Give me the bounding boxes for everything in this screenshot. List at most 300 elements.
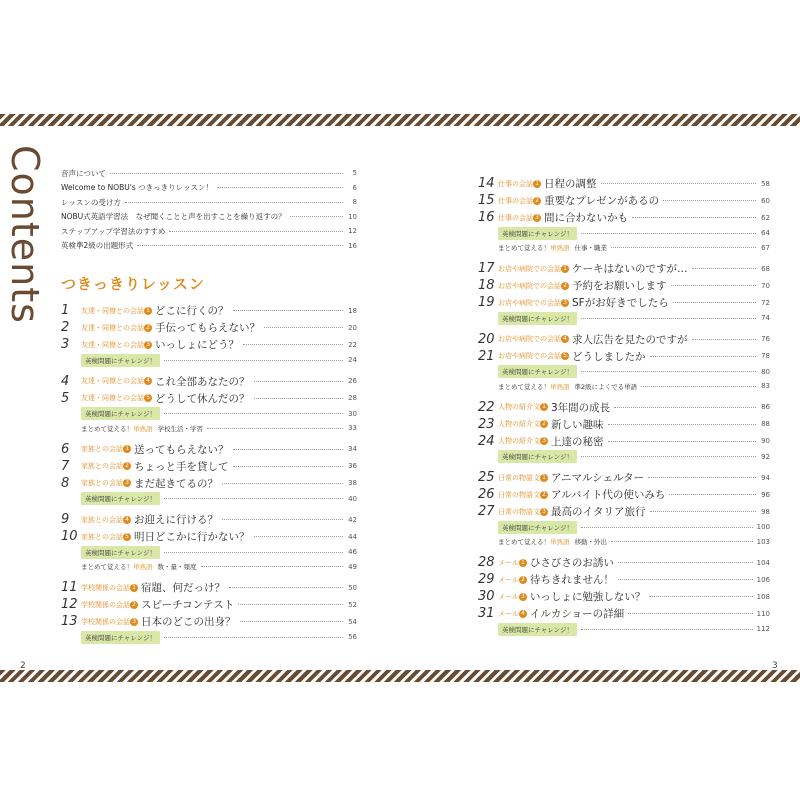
dot-leader: [611, 541, 753, 542]
lesson-category: [498, 592, 527, 602]
lesson-category: [81, 323, 152, 333]
dot-leader: [240, 621, 344, 622]
lesson-number: 7: [61, 458, 70, 474]
vocab-topic: 移動・外出: [574, 538, 607, 547]
challenge-badge: 英検問題にチャレンジ！: [81, 354, 160, 367]
challenge-badge: 英検問題にチャレンジ！: [498, 623, 577, 636]
lesson-category: [498, 419, 548, 429]
dot-leader: [264, 327, 343, 328]
challenge-row[interactable]: [478, 622, 770, 637]
lesson-category-text: お店や病院での会話: [498, 298, 561, 307]
intro-text: レッスンの受け方: [61, 197, 121, 207]
page-ref: 50: [348, 583, 357, 592]
lesson-category: [498, 609, 527, 619]
lesson-category-text: 家族との会話: [81, 515, 123, 524]
lesson-category: [498, 490, 548, 500]
lesson-category: [498, 264, 569, 274]
right-page-contents: [478, 175, 770, 637]
intro-row[interactable]: [61, 239, 357, 254]
lesson-index-circle: 1: [123, 445, 131, 453]
lesson-row[interactable]: [478, 503, 770, 520]
lesson-number: 11: [61, 580, 78, 595]
page-ref: 94: [761, 473, 770, 482]
lesson-number: 28: [478, 555, 495, 570]
lesson-category: [498, 575, 527, 585]
intro-row[interactable]: [61, 210, 357, 225]
lesson-category: [81, 617, 138, 627]
lesson-category-text: メール: [498, 592, 519, 601]
dot-leader: [650, 511, 757, 512]
lesson-row[interactable]: [61, 390, 357, 407]
dot-leader: [648, 477, 756, 478]
lesson-title: 最高のイタリア旅行: [551, 506, 646, 518]
page-ref: 6: [352, 183, 357, 192]
lesson-row[interactable]: [61, 336, 357, 353]
lesson-title: 上達の秘密: [551, 435, 604, 448]
lesson-category-text: 家族との会話: [81, 479, 123, 487]
lesson-number: 31: [478, 606, 495, 621]
lesson-index-circle: 3: [561, 299, 569, 307]
page-ref: 40: [348, 494, 357, 503]
challenge-badge: 英検問題にチャレンジ！: [81, 546, 160, 559]
lesson-category: [498, 558, 527, 568]
dot-leader: [125, 202, 343, 203]
page-number-right: 3: [772, 661, 778, 671]
dot-leader: [222, 519, 343, 520]
dot-leader: [254, 536, 344, 537]
challenge-row[interactable]: [61, 492, 357, 507]
dot-leader: [164, 360, 343, 361]
dot-leader: [632, 217, 756, 218]
vocab-topic: 数・量・頻度: [157, 563, 197, 572]
lesson-number: 4: [61, 373, 70, 389]
challenge-row[interactable]: [61, 630, 357, 645]
vocab-row[interactable]: [478, 241, 770, 256]
challenge-badge: 英検問題にチャレンジ！: [498, 450, 577, 463]
page-ref: 49: [348, 562, 357, 571]
challenge-row[interactable]: [61, 545, 357, 560]
lesson-category: [498, 436, 548, 446]
vocab-label: [498, 243, 570, 252]
vocab-topic: 学校生活・学習: [157, 424, 203, 433]
lesson-category-text: 日常の物語文: [498, 473, 540, 482]
vocab-row[interactable]: [478, 535, 770, 550]
lesson-index-circle: 5: [123, 533, 131, 541]
dot-leader: [628, 613, 752, 614]
lesson-row[interactable]: [61, 475, 357, 492]
lesson-index-circle: 3: [519, 593, 527, 601]
challenge-badge: 英検問題にチャレンジ！: [498, 365, 577, 378]
left-lesson-list: [61, 302, 357, 645]
lesson-number: 19: [478, 295, 495, 310]
lesson-category-text: お店や病院での会話: [498, 281, 561, 290]
lesson-number: 27: [478, 504, 495, 519]
challenge-badge: 英検問題にチャレンジ！: [81, 631, 160, 644]
lesson-index-circle: 2: [123, 462, 131, 470]
lesson-index-circle: 3: [533, 214, 541, 222]
vocab-label: [498, 382, 570, 391]
lesson-number: 9: [61, 512, 70, 527]
lesson-row[interactable]: [61, 613, 357, 630]
lesson-row[interactable]: [478, 209, 770, 226]
lesson-title: ひさびさのお誘い: [529, 557, 614, 569]
page-ref: 68: [761, 264, 770, 273]
lesson-row[interactable]: [61, 319, 357, 336]
lesson-category-text: 家族との会話: [81, 532, 123, 541]
page-ref: 30: [348, 409, 357, 418]
page-ref: 44: [348, 532, 357, 541]
lesson-row[interactable]: [478, 348, 770, 365]
vocab-label-text: まとめて覚える！: [81, 424, 133, 433]
page-ref: 80: [761, 367, 770, 376]
lesson-number: 23: [478, 416, 495, 432]
lesson-category: [498, 281, 569, 291]
lesson-category: [498, 196, 541, 206]
dot-leader: [614, 407, 756, 408]
challenge-row[interactable]: [478, 226, 770, 241]
lesson-row[interactable]: [478, 192, 770, 209]
lesson-title: 送ってもらえない？: [134, 443, 229, 456]
lesson-number: 13: [61, 614, 78, 629]
lesson-row[interactable]: [61, 441, 357, 458]
vocab-label: [498, 537, 570, 546]
page-ref: 12: [348, 227, 357, 236]
page-ref: 8: [352, 198, 357, 207]
dot-leader: [217, 187, 343, 188]
vocab-label-accent: 単熟語: [133, 424, 153, 433]
lesson-title: 宿題、何だっけ？: [141, 582, 225, 594]
lesson-category-text: 友達・同僚との会話: [81, 306, 144, 315]
intro-row[interactable]: [61, 166, 357, 181]
lesson-category-text: メール: [498, 609, 519, 618]
page-ref: 76: [761, 335, 770, 343]
lesson-category-text: 友達・同僚との会話: [81, 377, 144, 385]
intro-text: NOBU式英語学習法 なぜ聞くことと声を出すことを繰り返すの？: [61, 212, 286, 222]
page-ref: 83: [761, 382, 770, 391]
lesson-row[interactable]: [478, 416, 770, 433]
lesson-row[interactable]: [61, 528, 357, 545]
lesson-row[interactable]: [61, 596, 357, 613]
lesson-title: ちょっと手を貸して: [134, 460, 229, 473]
challenge-row[interactable]: [478, 365, 770, 380]
lesson-category: [81, 393, 152, 403]
lesson-row[interactable]: [478, 571, 770, 588]
lesson-number: 22: [478, 399, 495, 415]
challenge-row[interactable]: [61, 353, 357, 368]
lesson-category-text: お店や病院での会話: [498, 264, 561, 273]
lesson-category: [498, 179, 541, 189]
lesson-title: 重要なプレゼンがあるの: [544, 195, 660, 207]
intro-text: Welcome to NOBU's つきっきりレッスン！: [61, 183, 214, 193]
lesson-category-text: 仕事の会話: [498, 196, 533, 205]
lesson-category: [81, 461, 131, 471]
dot-leader: [207, 428, 343, 429]
lesson-title: どうしましたか: [572, 350, 646, 363]
lesson-row[interactable]: [478, 605, 770, 622]
lesson-title: アニマルシェルター: [551, 472, 645, 484]
vocab-label-accent: 単熟語: [550, 244, 570, 253]
challenge-badge: 英検問題にチャレンジ！: [81, 492, 160, 505]
lesson-index-circle: 1: [540, 403, 548, 411]
dot-leader: [110, 173, 343, 174]
page-ref: 110: [756, 609, 770, 618]
page-ref: 34: [348, 445, 357, 453]
intro-row[interactable]: [61, 224, 357, 239]
page-ref: 72: [761, 298, 770, 307]
section-title: つきっきりレッスン: [61, 275, 205, 293]
lesson-title: どこに行くの？: [155, 305, 229, 317]
dot-leader: [618, 562, 753, 563]
lesson-title: どうして休んだの？: [155, 392, 250, 405]
lesson-category-text: 日常の物語文: [498, 490, 540, 499]
vocab-row[interactable]: [61, 421, 357, 436]
page-ref: 54: [348, 617, 357, 626]
page-ref: 26: [348, 377, 357, 385]
lesson-number: 21: [478, 348, 495, 364]
challenge-row[interactable]: [478, 520, 770, 535]
page-ref: 33: [348, 424, 357, 433]
lesson-number: 25: [478, 470, 495, 485]
lesson-row[interactable]: [61, 458, 357, 475]
lesson-index-circle: 4: [144, 377, 152, 385]
vocab-label-text: まとめて覚える！: [498, 382, 550, 391]
lesson-index-circle: 3: [130, 618, 138, 626]
lesson-category-text: 人物の紹介文: [498, 403, 540, 411]
page-ref: 70: [761, 281, 770, 290]
dot-leader: [254, 381, 344, 382]
page-ref: 24: [348, 356, 357, 365]
lesson-category-text: 友達・同僚との会話: [81, 394, 144, 402]
page-ref: 104: [756, 558, 770, 567]
intro-text: 英検準2級の出題形式: [61, 241, 134, 251]
lesson-row[interactable]: [61, 579, 357, 596]
lesson-category-text: メール: [498, 558, 519, 567]
lesson-category: [498, 213, 541, 223]
lesson-row[interactable]: [478, 294, 770, 311]
lesson-row[interactable]: [478, 433, 770, 450]
lesson-row[interactable]: [478, 331, 770, 348]
page-ref: 28: [348, 394, 357, 402]
page-ref: 100: [756, 523, 770, 532]
lesson-number: 15: [478, 193, 495, 208]
page-ref: 64: [761, 229, 770, 238]
dot-leader: [608, 424, 757, 425]
lesson-row[interactable]: [478, 469, 770, 486]
lesson-row[interactable]: [61, 373, 357, 390]
lesson-category: [498, 402, 548, 412]
lesson-number: 12: [61, 597, 78, 612]
vocab-label-text: まとめて覚える！: [498, 538, 550, 547]
lesson-number: 14: [478, 176, 495, 191]
page-ref: 56: [348, 633, 357, 642]
lesson-title: スピーチコンテスト: [141, 599, 235, 611]
vocab-topic: 仕事・職業: [574, 244, 607, 253]
contents-title: Contents: [3, 145, 47, 324]
dot-leader: [164, 498, 343, 499]
lesson-index-circle: 2: [561, 282, 569, 290]
page-ref: 88: [761, 420, 770, 428]
lesson-number: 16: [478, 210, 495, 225]
lesson-index-circle: 2: [144, 324, 152, 332]
vocab-row[interactable]: [61, 560, 357, 575]
lesson-category: [81, 583, 138, 593]
lesson-number: 18: [478, 278, 495, 293]
dot-leader: [201, 566, 344, 567]
lesson-row[interactable]: [478, 588, 770, 605]
dot-leader: [673, 302, 756, 303]
intro-row[interactable]: [61, 195, 357, 210]
dot-leader: [164, 413, 343, 414]
lesson-category: [498, 298, 569, 308]
lesson-title: お迎えに行ける？: [134, 514, 218, 526]
lesson-row[interactable]: [478, 260, 770, 277]
dot-leader: [254, 398, 344, 399]
lesson-category: [81, 515, 131, 525]
lesson-title: いっしょに勉強しない？: [529, 591, 646, 603]
page-ref: 60: [761, 196, 770, 205]
dot-leader: [581, 318, 756, 319]
page-ref: 18: [348, 306, 357, 315]
lesson-index-circle: 3: [540, 508, 548, 516]
lesson-category: [81, 532, 131, 542]
lesson-row[interactable]: [61, 302, 357, 319]
dot-leader: [671, 285, 757, 286]
dot-leader: [581, 629, 753, 630]
vocab-row[interactable]: [478, 379, 770, 394]
lesson-row[interactable]: [478, 399, 770, 416]
dot-leader: [229, 587, 343, 588]
lesson-title: イルカショーの詳細: [529, 608, 625, 620]
page-ref: 22: [348, 340, 357, 349]
lesson-number: 2: [61, 320, 70, 335]
challenge-row[interactable]: [61, 407, 357, 422]
lesson-category-text: 人物の紹介文: [498, 437, 540, 445]
dot-leader: [618, 579, 753, 580]
page-ref: 92: [761, 452, 770, 461]
lesson-index-circle: 5: [561, 352, 569, 360]
page-ref: 78: [761, 352, 770, 360]
lesson-category-text: 友達・同僚との会話: [81, 323, 144, 332]
lesson-category: [81, 444, 131, 454]
lesson-index-circle: 4: [561, 335, 569, 343]
lesson-title: 間に合わないかも: [544, 212, 628, 224]
dot-leader: [663, 200, 756, 201]
lesson-category-text: 学校関係の会話: [81, 600, 130, 609]
page-ref: 38: [348, 479, 357, 487]
dot-leader: [581, 233, 756, 234]
vocab-label-accent: 単熟語: [550, 382, 570, 391]
lesson-number: 24: [478, 433, 495, 449]
intro-text: 音声について: [61, 168, 106, 178]
lesson-category-text: 家族との会話: [81, 462, 123, 470]
lesson-number: 30: [478, 589, 495, 604]
dot-leader: [222, 483, 343, 484]
lesson-number: 10: [61, 529, 78, 544]
dot-leader: [137, 245, 343, 246]
page-ref: 90: [761, 437, 770, 445]
dot-leader: [692, 339, 757, 340]
lesson-title: 待ちきれません！: [529, 574, 614, 586]
lesson-row[interactable]: [478, 554, 770, 571]
vocab-label-accent: 単熟語: [133, 563, 153, 572]
dot-leader: [164, 637, 343, 638]
dot-leader: [601, 183, 757, 184]
lesson-title: 予約をお願いします: [572, 280, 667, 292]
dot-leader: [692, 268, 757, 269]
dot-leader: [581, 456, 756, 457]
page-ref: 42: [348, 515, 357, 524]
lesson-title: 手伝ってもらえない？: [155, 322, 260, 334]
lesson-number: 17: [478, 261, 495, 276]
page-ref: 20: [348, 323, 357, 332]
challenge-badge: 英検問題にチャレンジ！: [498, 312, 577, 325]
lesson-row[interactable]: [478, 277, 770, 294]
lesson-title: SFがお好きでしたら: [572, 297, 669, 309]
vocab-label-text: まとめて覚える！: [498, 244, 550, 253]
lesson-category: [81, 376, 152, 386]
dot-leader: [233, 466, 344, 467]
lesson-index-circle: 4: [519, 610, 527, 618]
lesson-index-circle: 4: [123, 516, 131, 524]
lesson-category-text: お店や病院での会話: [498, 335, 561, 343]
lesson-category: [81, 340, 152, 350]
left-page-contents: [61, 166, 357, 645]
lesson-category-text: お店や病院での会話: [498, 352, 561, 360]
lesson-title: まだ起きてるの？: [134, 477, 218, 490]
lesson-number: 20: [478, 331, 495, 347]
page-ref: 36: [348, 462, 357, 470]
dot-leader: [581, 527, 753, 528]
page-ref: 62: [761, 213, 770, 222]
intro-row[interactable]: [61, 181, 357, 196]
lesson-title: 日程の調整: [544, 178, 597, 190]
lesson-index-circle: 2: [540, 491, 548, 499]
lesson-category-text: 家族との会話: [81, 445, 123, 453]
challenge-badge: 英検問題にチャレンジ！: [498, 521, 577, 534]
dot-leader: [650, 356, 757, 357]
lesson-category: [498, 334, 569, 344]
vocab-topic: 準2級によくでる単語: [574, 382, 638, 391]
lesson-title: 明日どこかに行かない？: [134, 531, 250, 543]
lesson-number: 5: [61, 390, 70, 406]
lesson-category-text: 人物の紹介文: [498, 420, 540, 428]
challenge-badge: 英検問題にチャレンジ！: [81, 407, 160, 420]
lesson-row[interactable]: [478, 175, 770, 192]
lesson-title: 日本のどこの出身？: [141, 616, 236, 628]
lesson-number: 3: [61, 337, 70, 352]
lesson-category-text: 友達・同僚との会話: [81, 340, 144, 349]
challenge-row[interactable]: [478, 450, 770, 465]
page-ref: 106: [756, 575, 770, 584]
dot-leader: [669, 494, 756, 495]
lesson-row[interactable]: [478, 486, 770, 503]
lesson-index-circle: 3: [540, 437, 548, 445]
lesson-index-circle: 3: [144, 341, 152, 349]
page-ref: 5: [352, 169, 357, 178]
page-ref: 10: [348, 212, 357, 221]
page-ref: 108: [756, 592, 770, 601]
lesson-index-circle: 1: [540, 474, 548, 482]
lesson-number: 26: [478, 487, 495, 502]
challenge-row[interactable]: [478, 311, 770, 326]
lesson-category: [498, 507, 548, 517]
lesson-number: 1: [61, 303, 70, 318]
page-ref: 103: [756, 537, 770, 546]
vocab-label: [81, 562, 153, 571]
dot-leader: [243, 344, 343, 345]
lesson-row[interactable]: [61, 511, 357, 528]
lesson-category-text: メール: [498, 575, 519, 584]
